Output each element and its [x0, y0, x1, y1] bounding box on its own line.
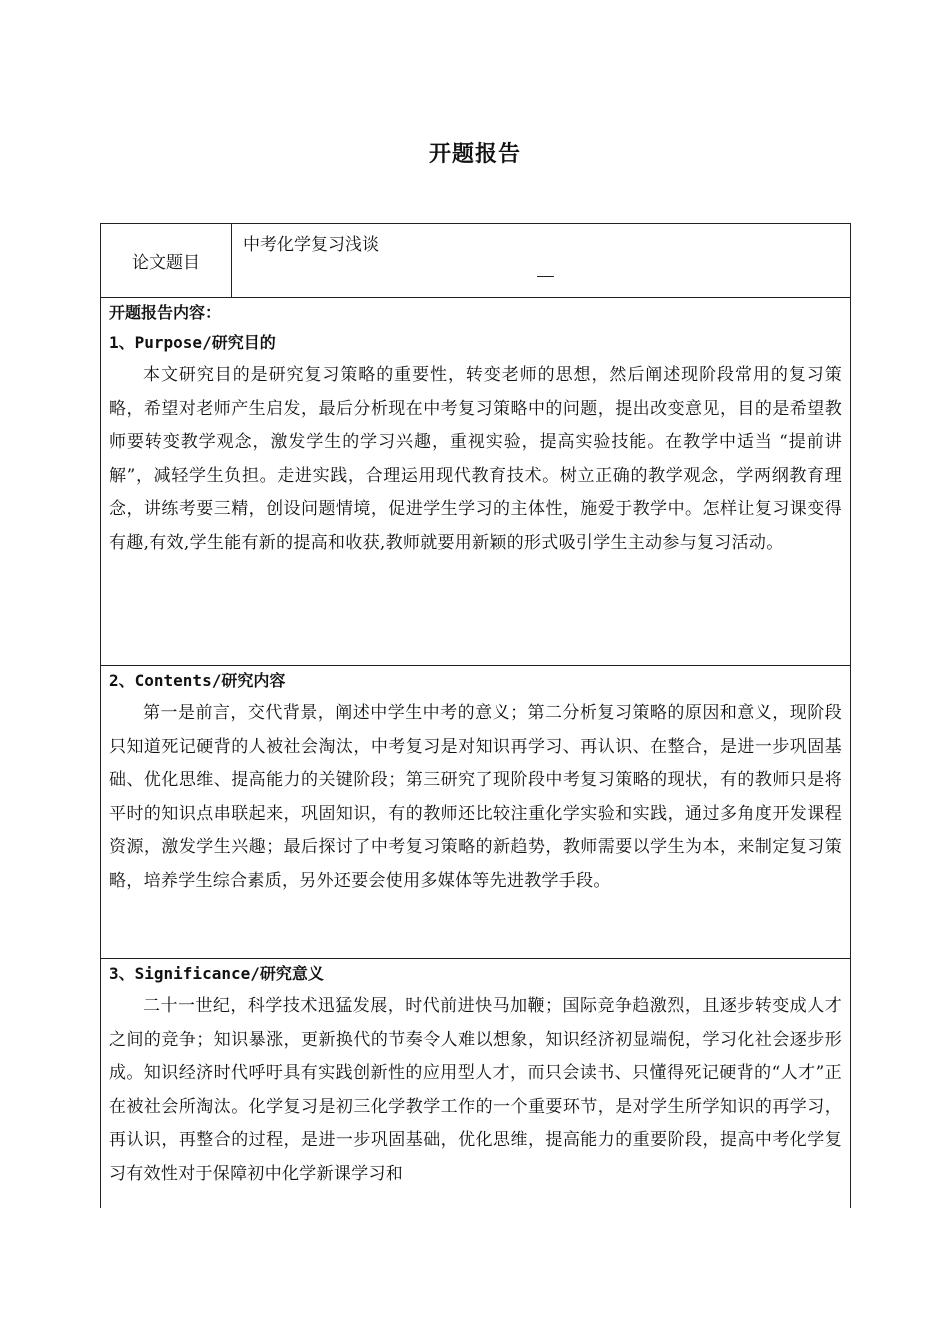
title-dash-mark	[537, 276, 554, 277]
content-heading: 开题报告内容：	[109, 303, 222, 322]
significance-body: 二十一世纪，科学技术迅猛发展，时代前进快马加鞭；国际竞争趋激烈，且逐步转变成人才之间的竞争；知识暴涨，更新换代的节奏令人难以想象，知识经济初显端倪，学习化社会逐步形成。知识经济时代呼吁具有实践创新性的应用型人才，而只会读书、只懂得死记硬背的“人才”正在被社会所淘汰。化学复习是初三化学教学工作的一个重要环节，是对学生所学知识的再学习，再认识，再整合的过程，是进一步巩固基础，优化思维，提高能力的重要阶段，提高中考化学复习有效性对于保障初中化学新课学习和	[109, 996, 842, 1184]
thesis-title-label: 论文题目	[101, 224, 232, 297]
purpose-heading: 1、Purpose/研究目的	[109, 333, 276, 352]
report-table	[100, 223, 851, 1208]
significance-heading: 3、Significance/研究意义	[109, 964, 324, 983]
contents-body: 第一是前言，交代背景，阐述中学生中考的意义；第二分析复习策略的原因和意义，现阶段只知道死记硬背的人被社会淘汰，中考复习是对知识再学习、再认识、在整合，是进一步巩固基础、优化思维、提高能力的关键阶段；第三研究了现阶段中考复习策略的现状，有的教师只是将平时的知识点串联起来，巩固知识，有的教师还比较注重化学实验和实践，通过多角度开发课程资源，激发学生兴趣；最后探讨了中考复习策略的新趋势，教师需要以学生为本，来制定复习策略，培养学生综合素质，另外还要会使用多媒体等先进教学手段。	[109, 703, 842, 891]
section-contents	[101, 666, 850, 959]
contents-heading: 2、Contents/研究内容	[109, 671, 286, 690]
purpose-body: 本文研究目的是研究复习策略的重要性，转变老师的思想，然后阐述现阶段常用的复习策略，希望对老师产生启发，最后分析现在中考复习策略中的问题，提出改变意见，目的是希望教师要转变教学观念，激发学生的学习兴趣，重视实验，提高实验技能。在教学中适当 “提前讲解”，减轻学生负担。走进实践，合理运用现代教育技术。树立正确的教学观念，学两纲教育理念，讲练考要三精，创设问题情境，促进学生学习的主体性，施爱于教学中。怎样让复习课变得有趣,有效,学生能有新的提高和收获,教师就要用新颖的形式吸引学生主动参与复习活动。	[109, 365, 842, 553]
page-title: 开题报告	[428, 142, 521, 167]
thesis-title-value: 中考化学复习浅谈	[243, 235, 379, 255]
section-significance	[101, 959, 850, 1209]
thesis-title-row	[101, 224, 850, 298]
section-purpose	[101, 298, 850, 666]
